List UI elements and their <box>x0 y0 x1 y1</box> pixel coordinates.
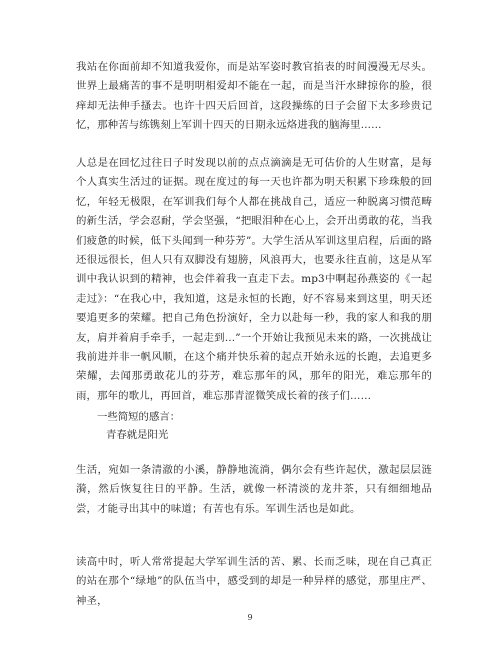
paragraph-4: 读高中时，听人常常提起大学军训生活的苦、累、长而乏味，现在自己真正的站在那个“绿地”的队伍当中，感受到的却是一种异样的感觉，那里庄严、神圣， <box>76 556 432 607</box>
paragraph-3: 生活，宛如一条清澈的小溪，静静地流淌，偶尔会有些许起伏，激起层层涟漪，然后恢复往日的平静。生活，就像一杯清淡的龙井茶，只有细细地品尝，才能寻出其中的味道；有苦也有乐。军训生活也是如此。 <box>76 464 432 515</box>
page-number: 9 <box>247 613 253 622</box>
paragraph-2: 人总是在回忆过往日子时发现以前的点点滴滴是无可估价的人生财富，是每个人真实生活过的证据。现在度过的每一天也许都为明天积累下珍珠般的回忆，年轻无极限，在军训我们每个人都在挑战自己，适应一种脱离习惯范畴的新生活，学会忍耐，学会坚强，“把眼泪种在心上，会开出勇敢的花，当我们疲惫的时候，低下头闻到一种芬芳”。大学生活从军训这里启程，后面的路还很远很长，但人只有双脚没有翅膀，风浪再大，也要永往直前，这是从军训中我认识到的精神，也会伴着我一直走下去。mp3中啊起孙燕姿的《一起走过》：“在我心中，我知道，这是永恒的长跑，好不容易来到这里，明天还要追更多的荣耀。把自己角色扮演好，全力以赴每一秒，我的家人和我的朋友，肩并着肩手牵手，一起走到…”一个开始让我预见未来的路，一次挑战让我前进并非一帆风顺，在这个痛并快乐着的起点开始永远的长跑，去追更多荣耀，去闻那勇敢花儿的芬芳，难忘那年的风，那年的阳光，难忘那年的雨，那年的歌儿，再回首，难忘那青涩微笑成长着的孩子们…… <box>76 157 432 402</box>
subheading-youth-is-sunshine: 青春就是阳光 <box>106 429 169 441</box>
paragraph-1: 我站在你面前却不知道我爱你，而是站军姿时教官掐表的时间漫漫无尽头。世界上最痛苦的事不是明明相爱却不能在一起，而是当汗水肆掠你的脸，很痒却无法伸手搔去。也许十四天后回首，这段操练的日子会留下太多珍贵记忆，那种苦与练镌刻上军训十四天的日期永远烙进我的脑海里…… <box>76 61 432 132</box>
subheading-reflections: 一些简短的感言： <box>97 411 181 423</box>
